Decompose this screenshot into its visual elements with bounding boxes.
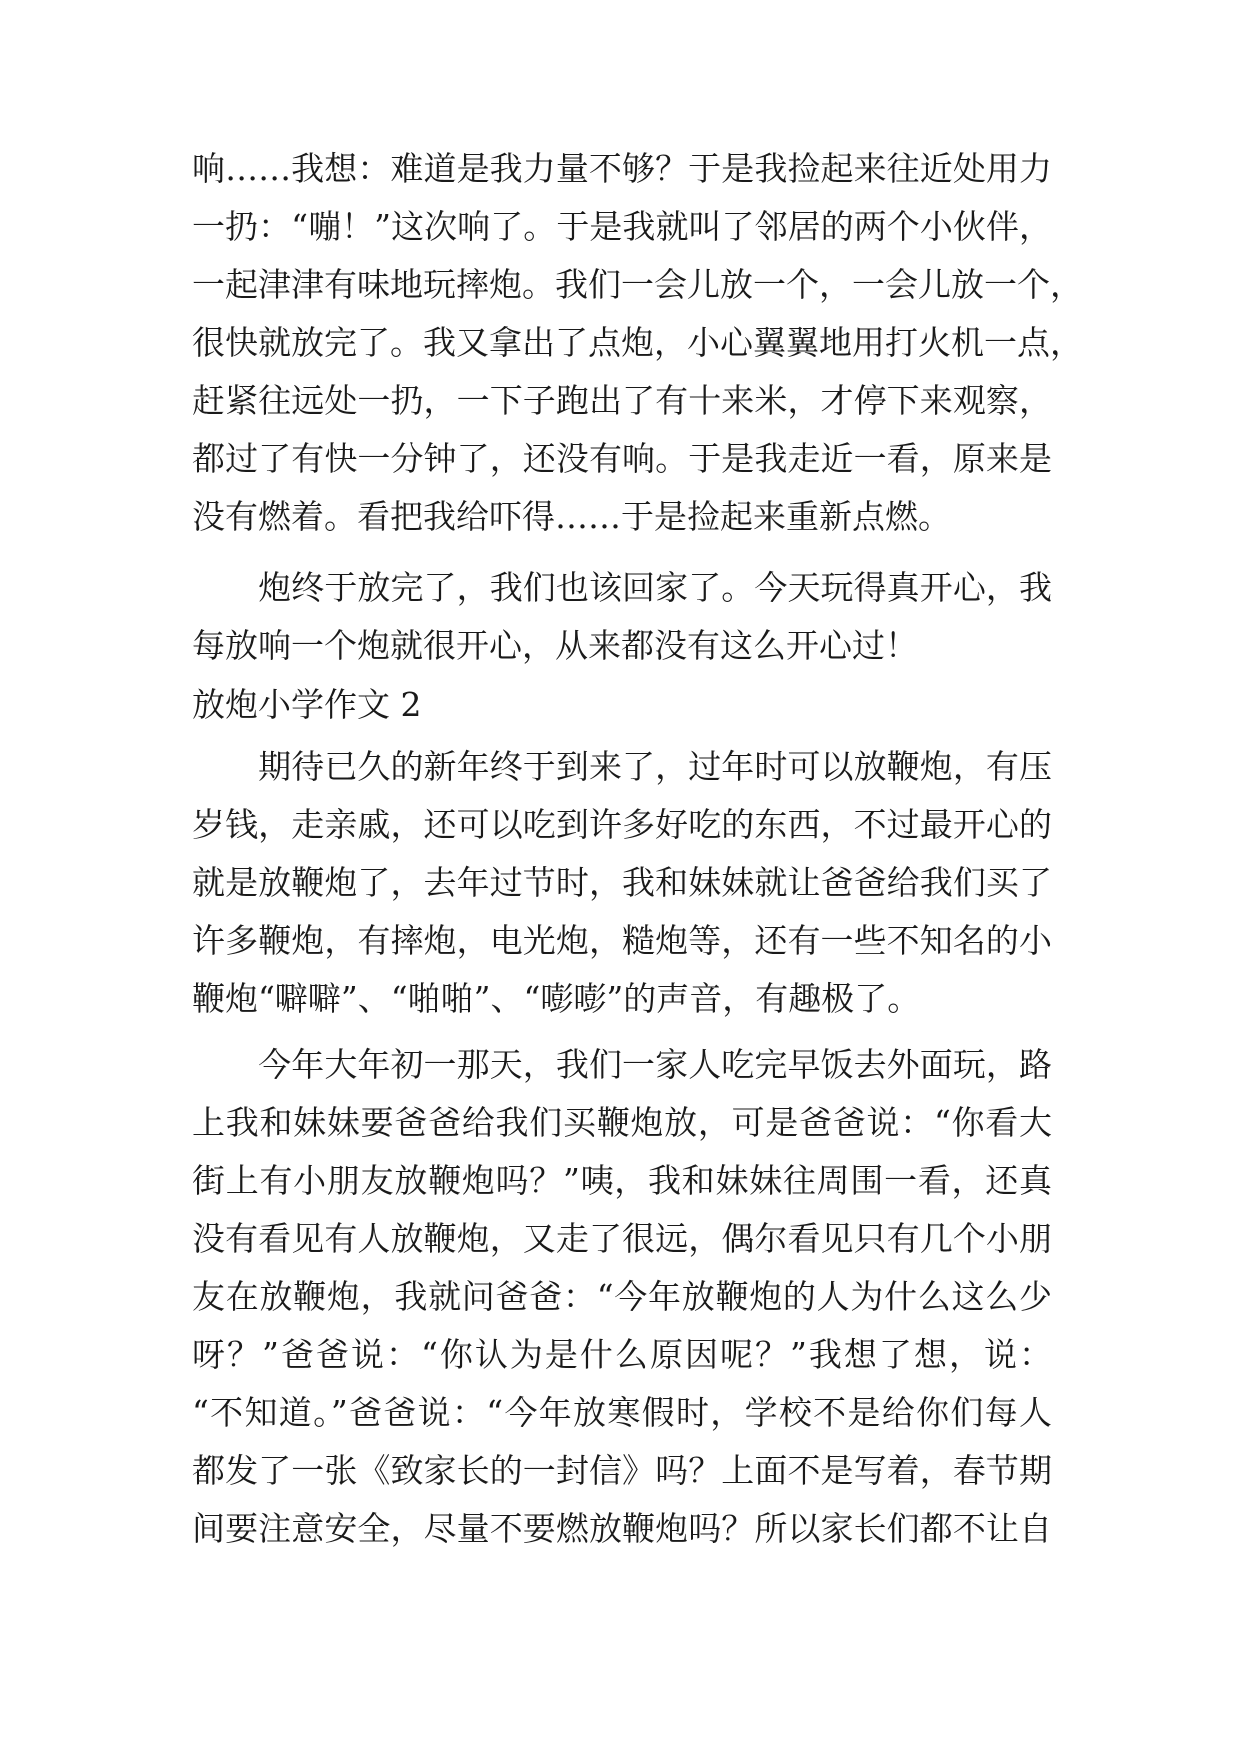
text-line: “不知道。”爸爸说：“今年放寒假时，学校不是给你们每人 (192, 1393, 1052, 1432)
text-line: 赶紧往远处一扔，一下子跑出了有十来米，才停下来观察， (192, 381, 1052, 420)
text-line: 每放响一个炮就很开心，从来都没有这么开心过！ (192, 626, 918, 665)
text-line: 没有看见有人放鞭炮，又走了很远，偶尔看见只有几个小朋 (192, 1219, 1052, 1258)
text-line: 友在放鞭炮，我就问爸爸：“今年放鞭炮的人为什么这么少 (192, 1277, 1052, 1316)
text-line: 许多鞭炮，有摔炮，电光炮，糙炮等，还有一些不知名的小 (192, 921, 1052, 960)
text-line: 鞭炮“噼噼”、“啪啪”、“嘭嘭”的声音，有趣极了。 (192, 979, 921, 1018)
text-line: 很快就放完了。我又拿出了点炮，小心翼翼地用打火机一点， (192, 323, 1083, 362)
text-line: 没有燃着。看把我给吓得……于是捡起来重新点燃。 (192, 497, 951, 536)
text-line: 间要注意安全，尽量不要燃放鞭炮吗？所以家长们都不让自 (192, 1509, 1052, 1548)
text-line: 上我和妹妹要爸爸给我们买鞭炮放，可是爸爸说：“你看大 (192, 1103, 1052, 1142)
paragraph-start-line: 期待已久的新年终于到来了，过年时可以放鞭炮，有压 (192, 747, 1052, 786)
text-line: 都发了一张《致家长的一封信》吗？上面不是写着，春节期 (192, 1451, 1052, 1490)
section-heading: 放炮小学作文 2 (192, 685, 422, 724)
paragraph-start-line: 炮终于放完了，我们也该回家了。今天玩得真开心，我 (192, 568, 1052, 607)
text-line: 一起津津有味地玩摔炮。我们一会儿放一个，一会儿放一个， (192, 265, 1083, 304)
text-line: 都过了有快一分钟了，还没有响。于是我走近一看，原来是 (192, 439, 1052, 478)
paragraph-start-line: 今年大年初一那天，我们一家人吃完早饭去外面玩，路 (192, 1045, 1052, 1084)
text-line: 就是放鞭炮了，去年过节时，我和妹妹就让爸爸给我们买了 (192, 863, 1052, 902)
text-line: 一扔：“嘣！”这次响了。于是我就叫了邻居的两个小伙伴， (192, 207, 1052, 246)
text-line: 呀？”爸爸说：“你认为是什么原因呢？”我想了想，说： (192, 1335, 1052, 1374)
text-line: 响……我想：难道是我力量不够？于是我捡起来往近处用力 (192, 149, 1052, 188)
text-line: 岁钱，走亲戚，还可以吃到许多好吃的东西，不过最开心的 (192, 805, 1052, 844)
text-line: 街上有小朋友放鞭炮吗？”咦，我和妹妹往周围一看，还真 (192, 1161, 1052, 1200)
